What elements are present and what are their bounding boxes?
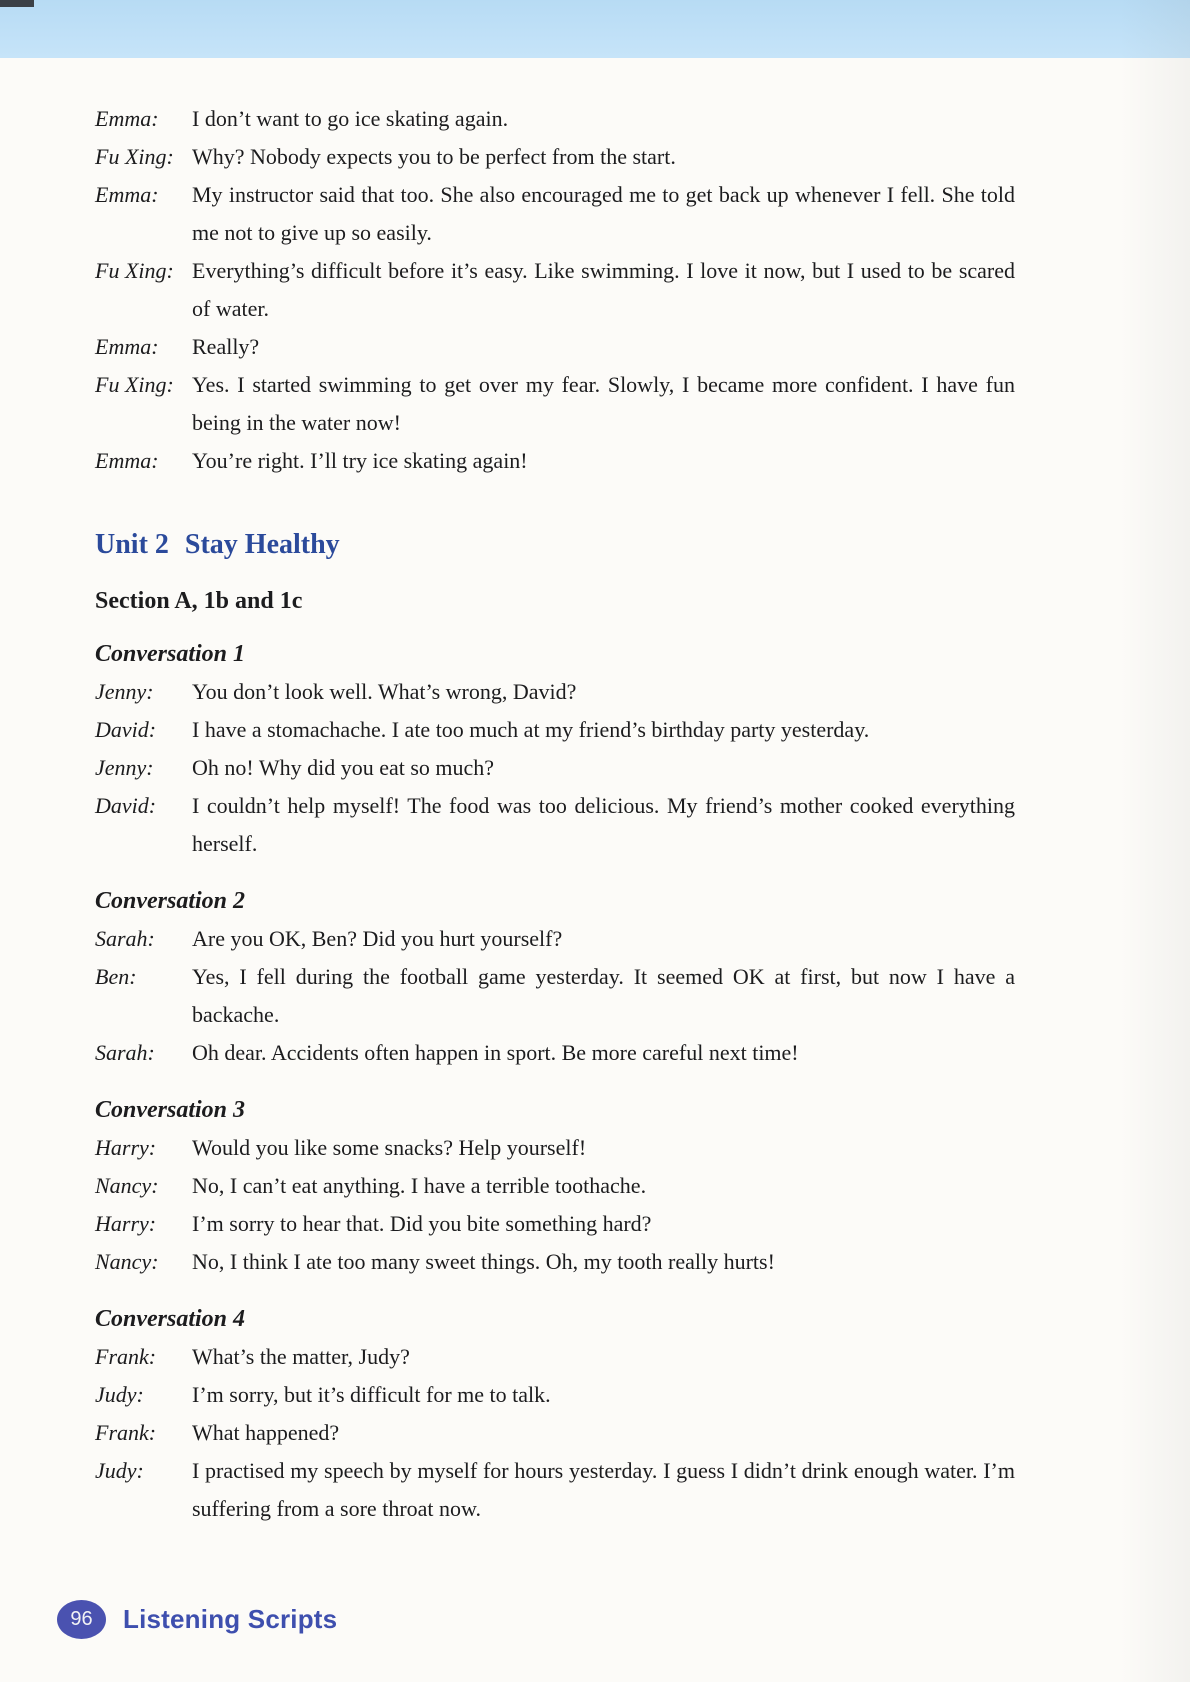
dialogue-text: You’re right. I’ll try ice skating again! xyxy=(192,448,528,473)
speaker-label: Emma: xyxy=(95,182,159,207)
dialogue-row xyxy=(95,673,1015,711)
unit-title: Stay Healthy xyxy=(184,529,340,560)
conversation-title: Conversation 4 xyxy=(95,1306,246,1332)
dialogue-text: Really? xyxy=(192,334,260,359)
dialogue-row xyxy=(95,1376,1015,1414)
footer-section-label: Listening Scripts xyxy=(123,1604,338,1634)
conversation-title: Conversation 2 xyxy=(95,888,246,914)
dialogue-text: I have a stomachache. I ate too much at my friend’s birthday party yesterday. xyxy=(192,717,870,742)
page-content xyxy=(95,58,1015,1528)
speaker-label: Fu Xing: xyxy=(95,258,174,283)
speaker-label: Harry: xyxy=(95,1211,157,1236)
unit-number: Unit 2 xyxy=(95,529,169,560)
dialogue-text: Would you like some snacks? Help yourself! xyxy=(192,1135,587,1160)
speaker-label: Judy: xyxy=(95,1458,144,1483)
dialogue-text: Oh no! Why did you eat so much? xyxy=(192,755,495,780)
dialogue-text: What’s the matter, Judy? xyxy=(192,1344,410,1369)
conversation-3 xyxy=(95,1094,1015,1281)
conversation-1 xyxy=(95,638,1015,863)
speaker-label: Fu Xing: xyxy=(95,144,174,169)
page-footer xyxy=(57,1600,337,1639)
conversation-title: Conversation 3 xyxy=(95,1097,246,1123)
dialogue-row xyxy=(95,100,1015,138)
speaker-label: Harry: xyxy=(95,1135,157,1160)
speaker-label: David: xyxy=(95,793,157,818)
speaker-label: Nancy: xyxy=(95,1249,159,1274)
dialogue-text: No, I think I ate too many sweet things. Oh, my tooth really hurts! xyxy=(192,1249,775,1274)
speaker-label: Fu Xing: xyxy=(95,372,174,397)
dialogue-row xyxy=(95,1205,1015,1243)
speaker-label: Emma: xyxy=(95,334,159,359)
dialogue-row xyxy=(95,252,1015,328)
dialogue-row xyxy=(95,1167,1015,1205)
dialogue-text: I practised my speech by myself for hours yesterday. I guess I didn’t drink enough water. I’m suffering from a sore throat now. xyxy=(192,1458,1015,1521)
page-number-badge xyxy=(57,1600,106,1639)
speaker-label: Ben: xyxy=(95,964,137,989)
dialogue-row xyxy=(95,1452,1015,1528)
scan-artifact-corner xyxy=(0,0,34,7)
speaker-label: Jenny: xyxy=(95,679,154,704)
dialogue-text: You don’t look well. What’s wrong, David? xyxy=(192,679,577,704)
dialogue-row xyxy=(95,711,1015,749)
dialogue-row xyxy=(95,328,1015,366)
dialogue-row xyxy=(95,442,1015,480)
dialogue-row xyxy=(95,749,1015,787)
page-number: 96 xyxy=(70,1608,93,1630)
speaker-label: Sarah: xyxy=(95,926,155,951)
dialogue-text: I don’t want to go ice skating again. xyxy=(192,106,509,131)
dialogue-row xyxy=(95,1034,1015,1072)
dialogue-row xyxy=(95,1338,1015,1376)
conversation-2 xyxy=(95,885,1015,1072)
dialogue-text: Oh dear. Accidents often happen in sport. Be more careful next time! xyxy=(192,1040,799,1065)
dialogue-text: Yes, I fell during the football game yesterday. It seemed OK at first, but now I have a backache. xyxy=(192,964,1015,1027)
dialogue-text: Yes. I started swimming to get over my fear. Slowly, I became more confident. I have fun being in the water now! xyxy=(192,372,1015,435)
dialogue-row xyxy=(95,787,1015,863)
speaker-label: Frank: xyxy=(95,1344,157,1369)
dialogue-text: I couldn’t help myself! The food was too delicious. My friend’s mother cooked everything herself. xyxy=(192,793,1015,856)
speaker-label: Sarah: xyxy=(95,1040,155,1065)
dialogue-row xyxy=(95,1414,1015,1452)
dialogue-row xyxy=(95,138,1015,176)
dialogue-row xyxy=(95,176,1015,252)
dialogue-row xyxy=(95,1129,1015,1167)
speaker-label: David: xyxy=(95,717,157,742)
speaker-label: Nancy: xyxy=(95,1173,159,1198)
dialogue-row xyxy=(95,958,1015,1034)
speaker-label: Emma: xyxy=(95,448,159,473)
dialogue-text: I’m sorry to hear that. Did you bite something hard? xyxy=(192,1211,652,1236)
dialogue-row xyxy=(95,920,1015,958)
dialogue-text: Are you OK, Ben? Did you hurt yourself? xyxy=(192,926,563,951)
conversation-4 xyxy=(95,1303,1015,1528)
speaker-label: Jenny: xyxy=(95,755,154,780)
dialogue-text: Why? Nobody expects you to be perfect from the start. xyxy=(192,144,676,169)
dialogue-row xyxy=(95,1243,1015,1281)
conversation-title: Conversation 1 xyxy=(95,641,246,667)
dialogue-text: No, I can’t eat anything. I have a terrible toothache. xyxy=(192,1173,647,1198)
speaker-label: Judy: xyxy=(95,1382,144,1407)
dialogue-text: What happened? xyxy=(192,1420,340,1445)
intro-dialogue xyxy=(95,100,1015,480)
scan-edge-shadow xyxy=(1120,0,1190,1682)
unit-heading xyxy=(95,528,1015,562)
page-header-bar xyxy=(0,0,1190,58)
section-label: Section A, 1b and 1c xyxy=(95,588,303,614)
dialogue-text: I’m sorry, but it’s difficult for me to talk. xyxy=(192,1382,551,1407)
dialogue-text: Everything’s difficult before it’s easy. Like swimming. I love it now, but I used to be scared of water. xyxy=(192,258,1015,321)
speaker-label: Frank: xyxy=(95,1420,157,1445)
dialogue-row xyxy=(95,366,1015,442)
dialogue-text: My instructor said that too. She also encouraged me to get back up whenever I fell. She told me not to give up so easily. xyxy=(192,182,1015,245)
speaker-label: Emma: xyxy=(95,106,159,131)
